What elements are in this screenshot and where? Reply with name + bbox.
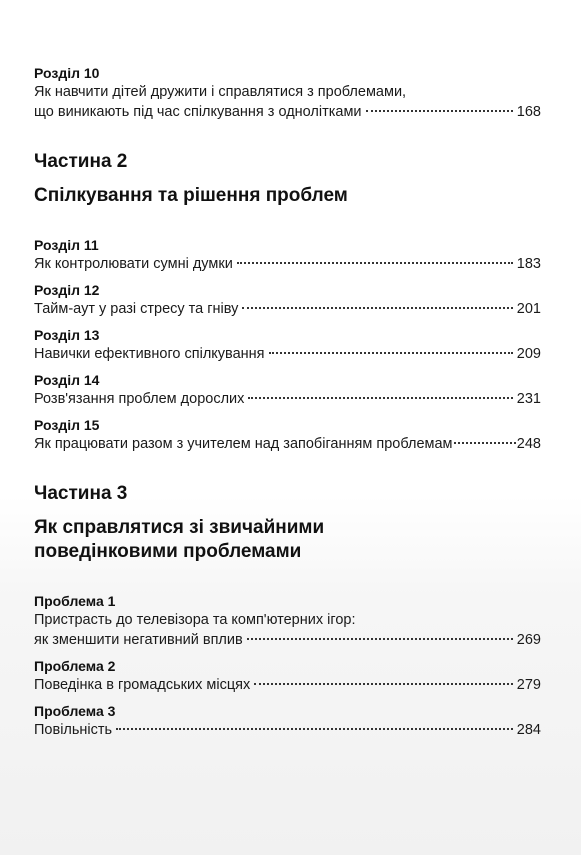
problem-title-line: як зменшити негативний вплив	[34, 632, 243, 648]
page-number: 279	[516, 677, 541, 693]
section-title: Як працювати разом з учителем над запобіганням проблемам	[34, 436, 453, 452]
problem-label: Проблема 1	[34, 593, 116, 609]
section-title-line: що виникають під час спілкування з однолітками	[34, 104, 362, 120]
page-number: 248	[516, 436, 541, 452]
toc-entry-section-15	[34, 416, 541, 454]
problem-label: Проблема 2	[34, 658, 116, 674]
problem-title-line: Пристрасть до телевізора та комп'ютерних ігор:	[34, 612, 356, 628]
toc-entry-section-14	[34, 371, 541, 409]
section-label: Розділ 11	[34, 237, 99, 253]
page-number: 284	[516, 722, 541, 738]
section-label: Розділ 13	[34, 327, 100, 343]
toc-leader-line	[34, 720, 541, 740]
toc-leader-line	[34, 299, 541, 319]
section-title: Як контролювати сумні думки	[34, 256, 233, 272]
section-label: Розділ 10	[34, 65, 100, 81]
toc-entry-section-11	[34, 236, 541, 274]
page-number: 209	[516, 346, 541, 362]
page-number: 201	[516, 301, 541, 317]
page-number: 183	[516, 256, 541, 272]
dot-leader	[116, 728, 513, 730]
dot-leader	[242, 307, 512, 309]
part-title-line: Як справлятися зі звичайними	[34, 517, 325, 538]
toc-leader-line	[34, 344, 541, 364]
toc-entry-problem-2	[34, 657, 541, 695]
section-label: Розділ 14	[34, 372, 100, 388]
toc-leader-line	[34, 389, 541, 409]
section-label: Розділ 12	[34, 282, 100, 298]
page-number: 168	[516, 104, 541, 120]
table-of-contents	[34, 64, 541, 740]
dot-leader	[237, 262, 513, 264]
section-title: Розв'язання проблем дорослих	[34, 391, 245, 407]
page-number: 231	[516, 391, 541, 407]
toc-leader-line	[34, 630, 541, 650]
toc-entry-section-10	[34, 64, 541, 122]
dot-leader	[247, 638, 513, 640]
dot-leader	[269, 352, 513, 354]
page-number: 269	[516, 632, 541, 648]
toc-leader-line	[34, 434, 541, 454]
toc-leader-line	[34, 254, 541, 274]
part-heading-3	[34, 482, 541, 564]
part-label: Частина 3	[34, 483, 128, 504]
problem-title: Повільність	[34, 722, 113, 738]
dot-leader	[366, 110, 513, 112]
problem-label: Проблема 3	[34, 703, 116, 719]
part-title-line: поведінковими проблемами	[34, 541, 302, 562]
toc-entry-problem-3	[34, 702, 541, 740]
toc-entry-section-13	[34, 326, 541, 364]
toc-entry-problem-1	[34, 592, 541, 650]
section-title: Тайм-аут у разі стресу та гніву	[34, 301, 239, 317]
section-title-line: Як навчити дітей дружити і справлятися з проблемами,	[34, 84, 407, 100]
section-title: Навички ефективного спілкування	[34, 346, 265, 362]
part-heading-2	[34, 150, 541, 208]
dot-leader	[248, 397, 512, 399]
toc-leader-line	[34, 675, 541, 695]
problem-title: Поведінка в громадських місцях	[34, 677, 251, 693]
dot-leader	[254, 683, 513, 685]
dot-leader	[454, 442, 516, 444]
toc-entry-section-12	[34, 281, 541, 319]
section-label: Розділ 15	[34, 417, 100, 433]
part-label: Частина 2	[34, 151, 128, 172]
toc-leader-line	[34, 102, 541, 122]
part-title: Спілкування та рішення проблем	[34, 185, 348, 206]
